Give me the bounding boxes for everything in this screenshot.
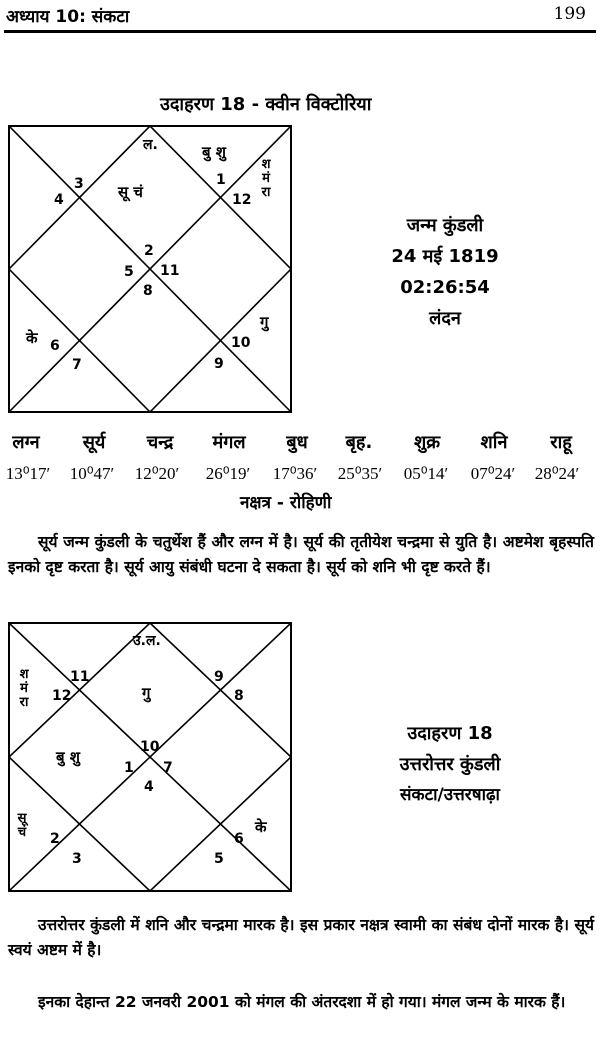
planet-name: चन्द्र xyxy=(146,432,174,453)
chart2-budh-shukra: बु शु xyxy=(56,748,80,766)
chart1-house-5: 5 xyxy=(124,264,134,280)
chart1-ketu: के xyxy=(26,329,38,347)
planet-name: मंगल xyxy=(212,432,246,453)
chart1-house-12: 12 xyxy=(232,192,252,208)
planet-name: शुक्र xyxy=(413,432,441,453)
nakshatra: नक्षत्र - रोहिणी xyxy=(240,493,332,513)
birth-info-label: जन्म कुंडली xyxy=(406,215,484,236)
planet-name: लग्न xyxy=(12,432,40,453)
chart1-lagna: ल. xyxy=(143,137,158,153)
birth-date: 24 मई 1819 xyxy=(391,246,499,267)
chart2-ketu: के xyxy=(255,818,267,836)
planet-degree: 10⁰47ʹ xyxy=(69,464,115,483)
planet-name: बुध xyxy=(286,432,308,453)
paragraph-2: उत्तरोत्तर कुंडली में शनि और चन्द्रमा मारक है। इस प्रकार नक्षत्र स्वामी का संबंध दोनों मारक है। सूर्य स्वयं अष्टम में है। xyxy=(8,916,594,959)
planet-name: बृह. xyxy=(345,432,373,453)
planet-name: शनि xyxy=(480,432,508,453)
uttarottar-info xyxy=(350,718,550,811)
chart1-house-7: 7 xyxy=(72,357,82,373)
chart1-house-6: 6 xyxy=(50,338,60,354)
chart2-guru: गु xyxy=(142,684,151,702)
chart1-surya-chandra: सू चं xyxy=(118,183,143,201)
chart2-house-8: 8 xyxy=(234,688,244,704)
chart2-house-6: 6 xyxy=(234,831,244,847)
chart2-house-1: 1 xyxy=(124,760,134,776)
chart1-house-9: 9 xyxy=(214,356,224,372)
chart1-house-8: 8 xyxy=(143,283,153,299)
birth-time: 02:26:54 xyxy=(400,277,490,298)
chart2-surya-chandra: सू चं xyxy=(17,811,27,840)
chart1-house-4: 4 xyxy=(54,192,64,208)
birth-chart-lines xyxy=(8,125,292,413)
chart2-house-11: 11 xyxy=(70,669,90,685)
planet-degree: 25⁰35ʹ xyxy=(337,464,383,483)
planet-degree: 26⁰19ʹ xyxy=(205,464,251,483)
birth-chart xyxy=(8,125,292,413)
planet-name: सूर्य xyxy=(82,432,106,453)
planet-name: राहू xyxy=(550,432,572,453)
birth-place: लंदन xyxy=(429,308,461,329)
planet-degree: 28⁰24ʹ xyxy=(534,464,580,483)
chart1-house-10: 10 xyxy=(231,335,251,351)
planet-degree: 05⁰14ʹ xyxy=(403,464,449,483)
chart2-house-12: 12 xyxy=(52,688,72,704)
chart2-house-3: 3 xyxy=(72,851,82,867)
chart2-house-5: 5 xyxy=(214,851,224,867)
chart1-house-1: 1 xyxy=(216,172,226,188)
chart2-house-2: 2 xyxy=(50,831,60,847)
paragraph-3: इनका देहान्त 22 जनवरी 2001 को मंगल की अंतरदशा में हो गया। मंगल जन्म के मारक हैं। xyxy=(38,993,566,1011)
chart1-house-3: 3 xyxy=(74,176,84,192)
chart2-shani-mangal-rahu: श मं रा xyxy=(19,667,29,710)
chart2-house-10: 10 xyxy=(140,739,160,755)
chart2-house-9: 9 xyxy=(214,669,224,685)
planet-degree: 13⁰17ʹ xyxy=(5,464,51,483)
chapter-title: अध्याय 10: संकटा xyxy=(6,7,130,27)
uttarottar-chart xyxy=(8,622,292,892)
planet-degree: 07⁰24ʹ xyxy=(470,464,516,483)
chart1-shani-mangal-rahu: श मं रा xyxy=(261,157,271,200)
uttarottar-chart-lines xyxy=(8,622,292,892)
chart1-house-11: 11 xyxy=(160,263,180,279)
page-number: 199 xyxy=(553,4,586,24)
chart1-guru: गु xyxy=(260,313,269,331)
chart2-house-7: 7 xyxy=(163,760,173,776)
example1-title: उदाहरण 18 - क्वीन विक्टोरिया xyxy=(160,94,372,115)
chart1-house-2: 2 xyxy=(144,243,154,259)
planet-degree: 17⁰36ʹ xyxy=(272,464,318,483)
chart2-lagna: उ.ल. xyxy=(133,633,161,649)
uttarottar-label: उत्तरोत्तर कुंडली xyxy=(399,754,501,775)
birth-info xyxy=(340,210,550,334)
uttarottar-sub: संकटा/उत्तरषाढ़ा xyxy=(400,785,500,805)
chart1-budh-shukra: बु शु xyxy=(202,143,226,161)
paragraph-1: सूर्य जन्म कुंडली के चतुर्थेश हैं और लग्न में है। सूर्य की तृतीयेश चन्द्रमा से युति है। अष्टमेश बृहस्पति इनको दृष्ट करता है। सूर्य आयु संबंधी घटना दे सकता है। सूर्य को शनि भी दृष्ट करते हैं। xyxy=(8,533,594,576)
header-rule xyxy=(4,30,596,33)
planet-degree: 12⁰20ʹ xyxy=(134,464,180,483)
chart2-house-4: 4 xyxy=(144,779,154,795)
uttarottar-title: उदाहरण 18 xyxy=(407,723,493,744)
